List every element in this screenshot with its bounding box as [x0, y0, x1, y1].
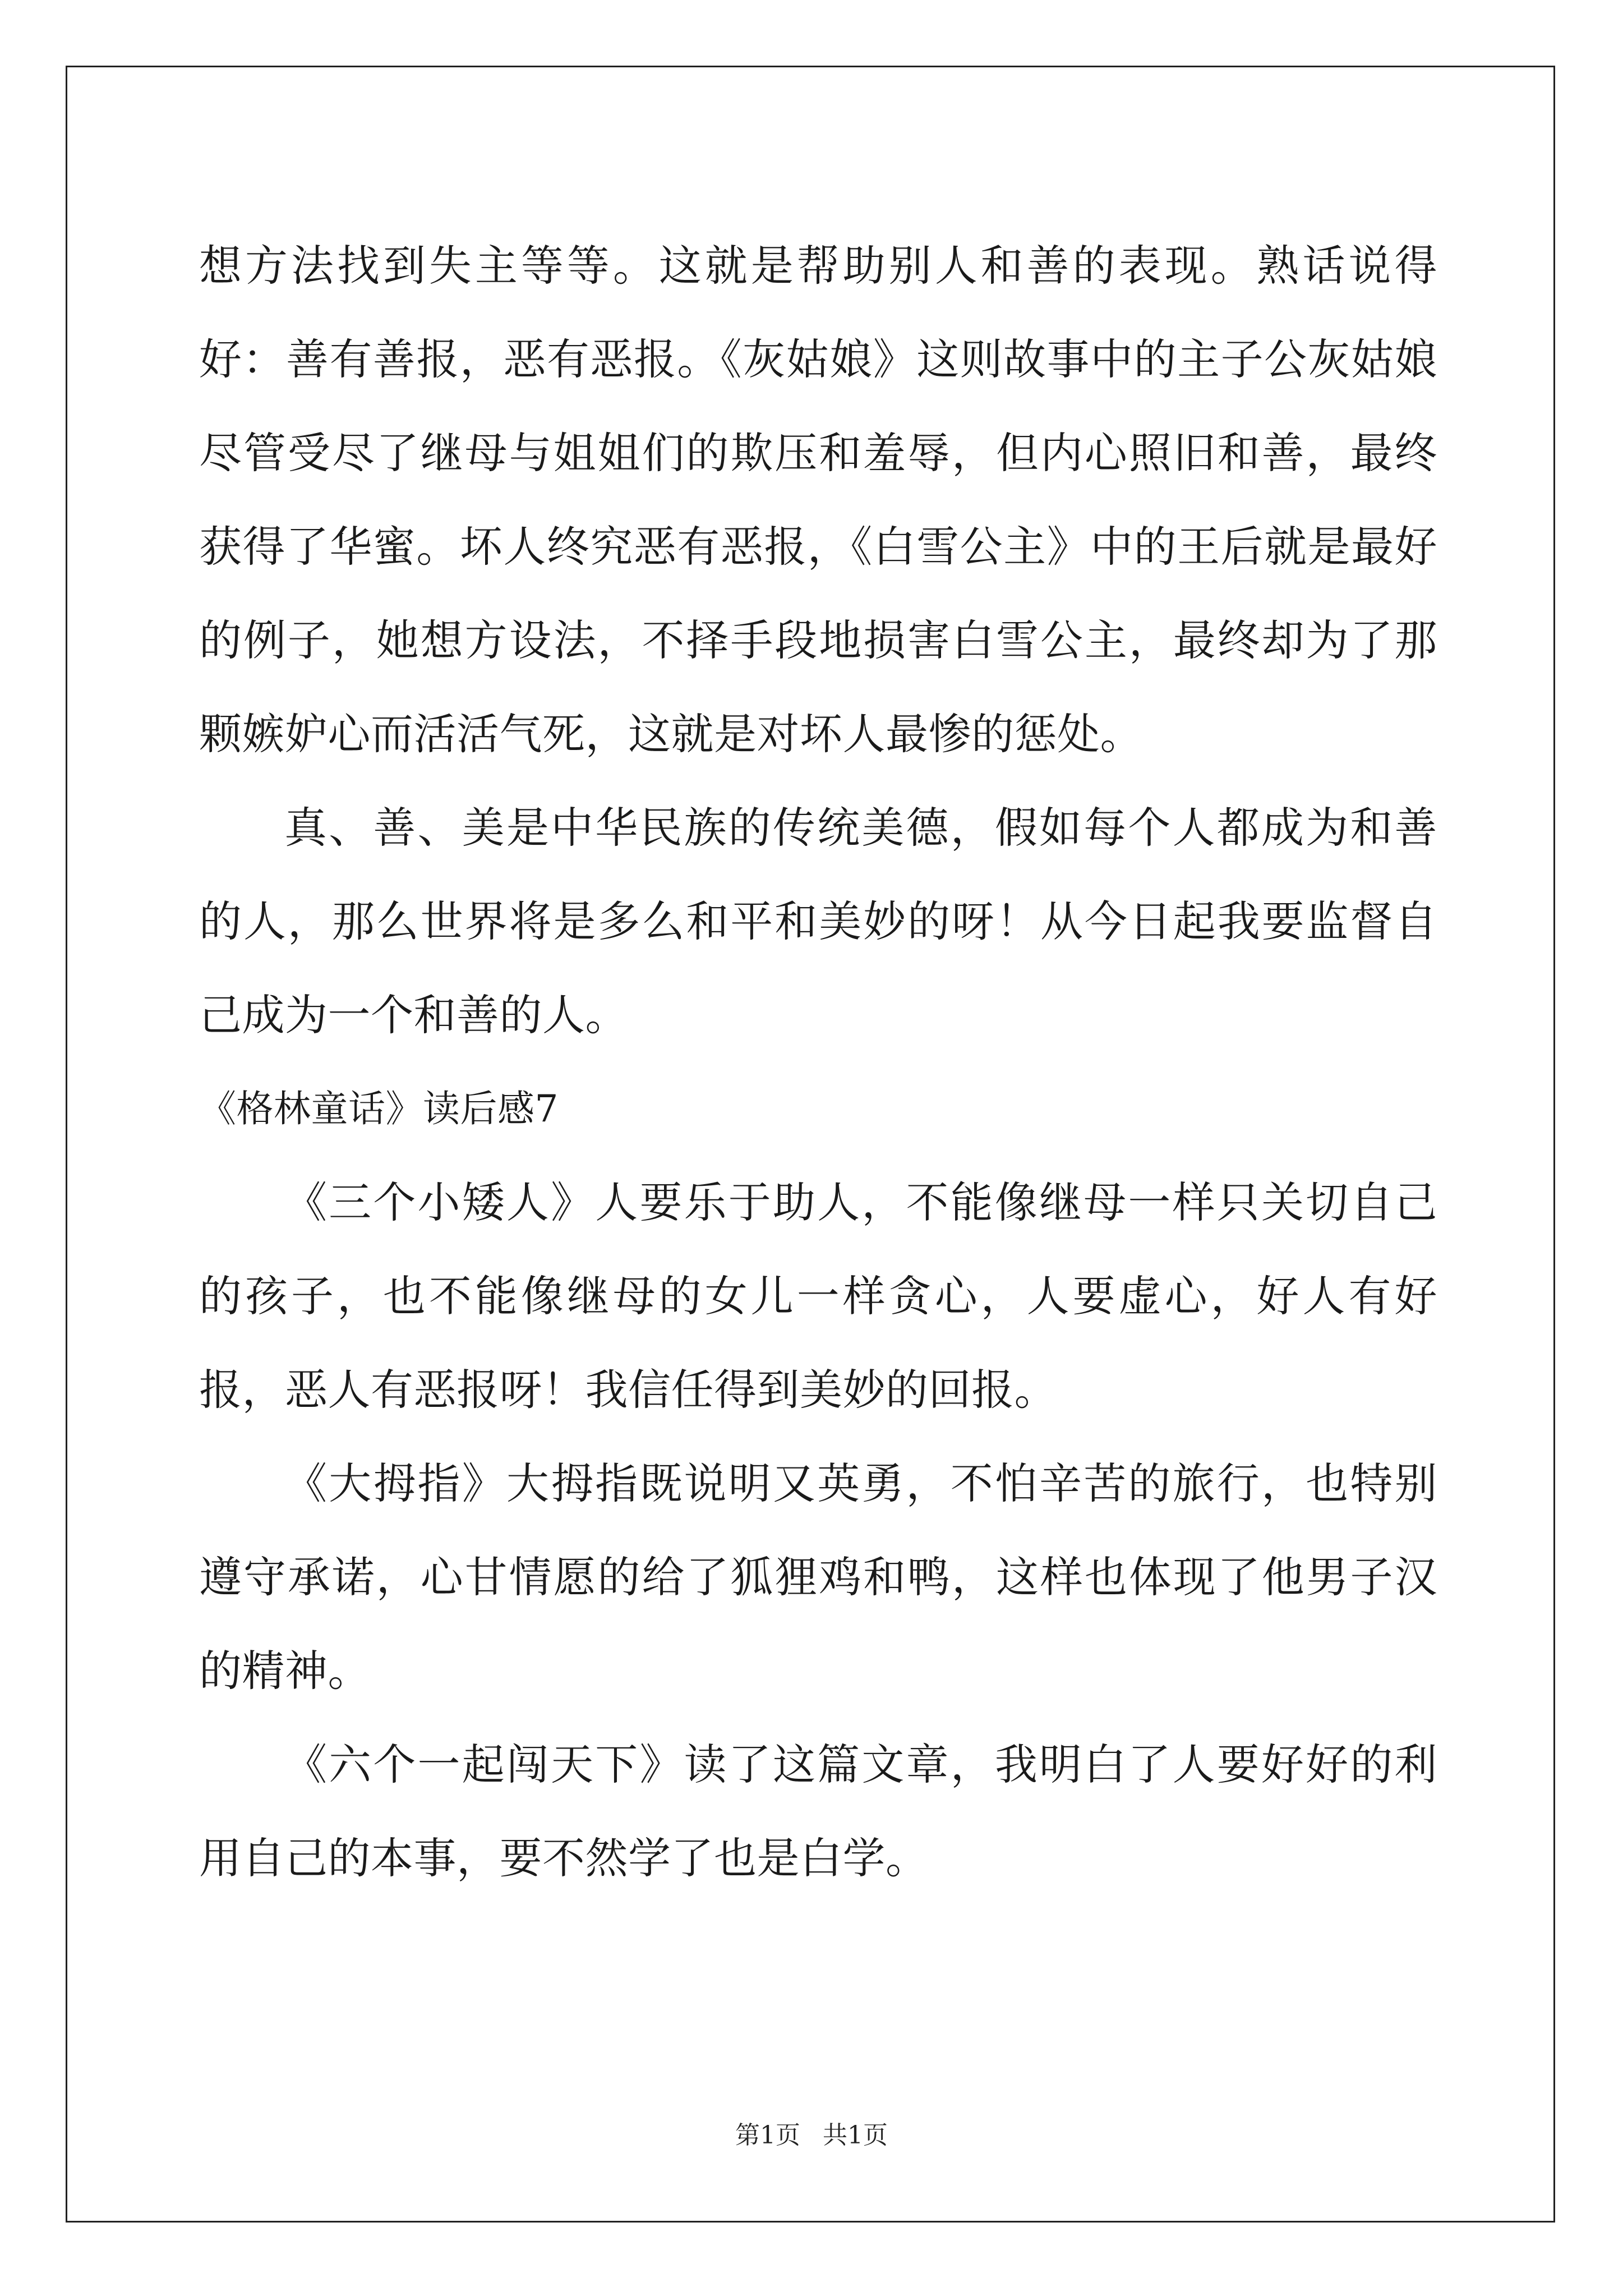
paragraph-three-dwarfs: 《三个小矮人》人要乐于助人，不能像继母一样只关切自己的孩子，也不能像继母的女儿一样贪心，人要虚心，好人有好报，恶人有恶报呀！我信任得到美妙的回报。	[199, 1177, 1437, 1415]
page-footer	[0, 2115, 1623, 2151]
page-total: 共1页	[823, 2121, 888, 2150]
section-heading: 《格林童话》读后感7	[199, 1087, 559, 1130]
page-number: 第1页	[735, 2121, 800, 2150]
paragraph-six-travelers: 《六个一起闯天下》读了这篇文章，我明白了人要好好的利用自己的本事，要不然学了也是白学。	[199, 1740, 1437, 1883]
paragraph-conclusion: 真、善、美是中华民族的传统美德，假如每个人都成为和善的人，那么世界将是多么和平和美妙的呀！从今日起我要监督自己成为一个和善的人。	[199, 803, 1437, 1040]
paragraph-continuation: 想方法找到失主等等。这就是帮助别人和善的表现。熟话说得好：善有善报，恶有恶报。《灰姑娘》这则故事中的主子公灰姑娘尽管受尽了继母与姐姐们的欺压和羞辱，但内心照旧和善，最终获得了华蜜。坏人终究恶有恶报，《白雪公主》中的王后就是最好的例子，她想方设法，不择手段地损害白雪公主，最终却为了那颗嫉妒心而活活气死，这就是对坏人最惨的惩处。	[199, 241, 1437, 759]
document-body	[199, 219, 1437, 1905]
paragraph-thumbling: 《大拇指》大拇指既说明又英勇，不怕辛苦的旅行，也特别遵守承诺，心甘情愿的给了狐狸鸡和鸭，这样也体现了他男子汉的精神。	[199, 1458, 1437, 1696]
